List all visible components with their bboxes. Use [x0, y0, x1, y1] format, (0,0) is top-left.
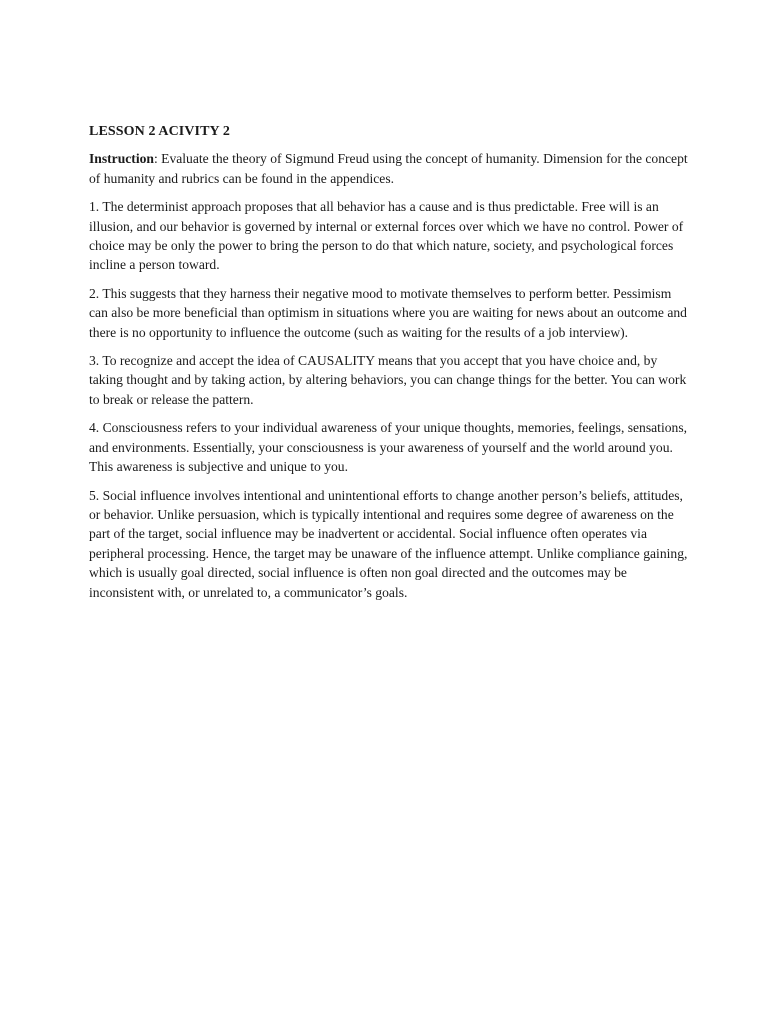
answer-1: 1. The determinist approach proposes that all behavior has a cause and is thus predictable. Free will is an illusion, and our behavior is governed by internal or external forces over which we have no control. Power of choice may be only the power to bring the person to do that which nature, society, and psychological forces incline a person toward.: [89, 199, 684, 273]
answer-3: 3. To recognize and accept the idea of CAUSALITY means that you accept that you have choice and, by taking thought and by taking action, by altering behaviors, you can change things for the better. You can work to break or release the pattern.: [89, 353, 687, 407]
answer-4: 4. Consciousness refers to your individual awareness of your unique thoughts, memories, feelings, sensations, and environments. Essentially, your consciousness is your awareness of yourself and the world around you. This awareness is subjective and unique to you.: [89, 420, 688, 475]
answer-5: 5. Social influence involves intentional and unintentional efforts to change another person’s beliefs, attitudes, or behavior. Unlike persuasion, which is typically intentional and requires some degree of awareness on the part of the target, social influence may be inadvertent or accidental. Social influence often operates via peripheral processing. Hence, the target may be unaware of the influence attempt. Unlike compliance gaining, which is usually goal directed, social influence is often non goal directed and the outcomes may be inconsistent with, or unrelated to, a communicator’s goals.: [89, 487, 688, 600]
instruction-text: : Evaluate the theory of Sigmund Freud using the concept of humanity. Dimension for the concept of humanity and rubrics can be found in the appendices.: [89, 151, 688, 186]
answer-2: 2. This suggests that they harness their negative mood to motivate themselves to perform better. Pessimism can also be more beneficial than optimism in situations where you are waiting for news about an outcome and there is no opportunity to influence the outcome (such as waiting for the results of a job interview).: [89, 285, 687, 340]
document-body: [89, 122, 689, 611]
document-title: LESSON 2 ACIVITY 2: [89, 124, 230, 139]
instruction-paragraph: [89, 149, 689, 188]
instruction-label: Instruction: [89, 151, 154, 167]
